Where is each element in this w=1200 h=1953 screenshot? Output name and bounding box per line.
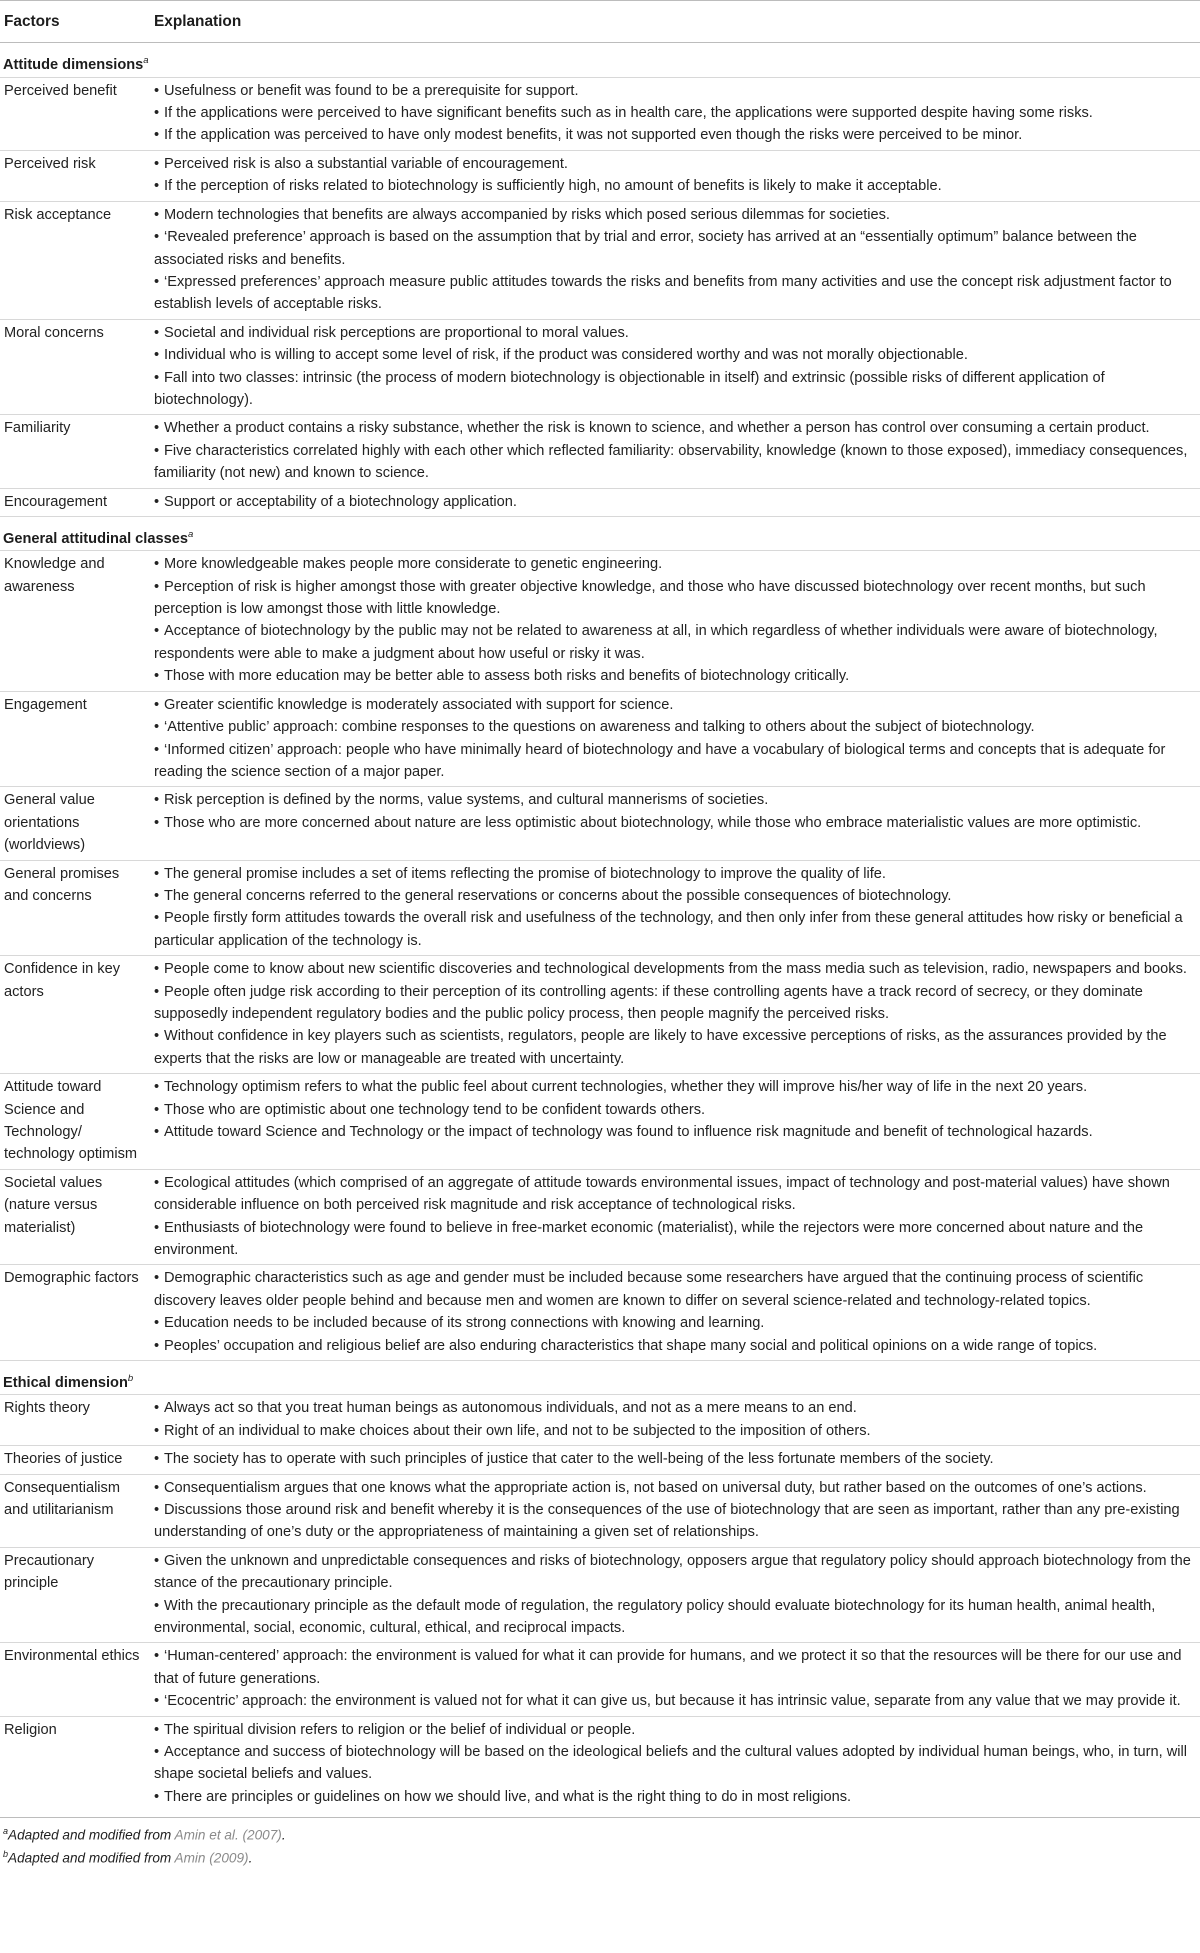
explanation-cell [148, 415, 1200, 488]
explanation-bullet [154, 716, 1198, 738]
bullet-text: Enthusiasts of biotechnology were found to believe in free-market economic (materialist), while the rejectors were more concerned about nature and the environment. [154, 1219, 1144, 1259]
bullet-text: Peoples’ occupation and religious belief are also enduring characteristics that shape many social and political opinions on a wide range of topics. [164, 1337, 1098, 1354]
bullet-dot-icon: • [154, 983, 160, 1000]
bullet-dot-icon: • [154, 1501, 160, 1518]
explanation-cell [148, 319, 1200, 415]
bullet-text: Risk perception is defined by the norms, value systems, and cultural mannerisms of societies. [164, 792, 769, 809]
factor-cell: Moral concerns [0, 319, 148, 415]
footnotes [0, 1817, 1200, 1867]
bullet-dot-icon: • [154, 578, 160, 595]
bullet-text: Given the unknown and unpredictable consequences and risks of biotechnology, opposers argue that regulatory policy should approach biotechnology from the stance of the precautionary principle. [154, 1552, 1191, 1592]
table-row [0, 77, 1200, 150]
footnote-end: . [248, 1850, 253, 1866]
bullet-text: Acceptance of biotechnology by the public may not be related to awareness at all, in which regardless of whether individuals were aware of biotechnology, respondents were able to make a judgment about how useful or risky it was. [154, 623, 1158, 662]
explanation-bullet [154, 417, 1198, 439]
explanation-bullet [154, 1499, 1198, 1544]
bullet-dot-icon: • [154, 1721, 160, 1738]
explanation-bullet [154, 958, 1198, 980]
explanation-cell [148, 1446, 1200, 1474]
section-title: Ethical dimension [3, 1374, 128, 1391]
bullet-text: Greater scientific knowledge is moderately associated with support for science. [164, 696, 674, 713]
explanation-bullet [154, 440, 1198, 485]
bullet-text: If the perception of risks related to biotechnology is sufficiently high, no amount of benefits is likely to make it acceptable. [164, 178, 942, 195]
bullet-dot-icon: • [154, 273, 160, 290]
bullet-dot-icon: • [154, 1028, 160, 1045]
explanation-bullet [154, 863, 1198, 885]
explanation-bullet [154, 1719, 1198, 1741]
explanation-bullet [154, 1121, 1198, 1143]
table-row [0, 1074, 1200, 1170]
table-row [0, 150, 1200, 201]
bullet-dot-icon: • [154, 1337, 160, 1354]
table-row [0, 1547, 1200, 1643]
bullet-text: Support or acceptability of a biotechnology application. [164, 493, 517, 510]
explanation-bullet [154, 1025, 1198, 1070]
table-header [0, 1, 1200, 43]
explanation-bullet [154, 553, 1198, 575]
bullet-dot-icon: • [154, 792, 160, 809]
explanation-cell [148, 150, 1200, 201]
section-header [0, 1361, 1200, 1395]
explanation-bullet [154, 1595, 1198, 1640]
factor-cell: Attitude toward Science and Technology/ technology optimism [0, 1074, 148, 1170]
explanation-cell [148, 1169, 1200, 1265]
factor-cell: Engagement [0, 691, 148, 787]
bullet-dot-icon: • [154, 1597, 160, 1614]
section-title-cell [0, 516, 1200, 550]
explanation-bullet [154, 1786, 1198, 1808]
bullet-text: Societal and individual risk perceptions are proportional to moral values. [164, 324, 629, 341]
footnote-reference-link[interactable]: Amin et al. (2007) [174, 1827, 282, 1843]
bullet-dot-icon: • [154, 442, 160, 459]
bullet-dot-icon: • [154, 623, 160, 640]
factor-cell: Encouragement [0, 488, 148, 516]
table-row [0, 488, 1200, 516]
bullet-text: ‘Expressed preferences’ approach measure public attitudes towards the risks and benefits from many activities and use the concept risk adjustment factor to establish levels of acceptable risks. [154, 273, 1172, 313]
explanation-bullet [154, 620, 1198, 665]
bullet-dot-icon: • [154, 155, 160, 172]
bullet-dot-icon: • [154, 887, 160, 904]
bullet-text: Five characteristics correlated highly with each other which reflected familiarity: observability, knowledge (known to those exposed), immediacy consequences, familiarity (not new) and known to science. [154, 442, 1188, 482]
explanation-bullet [154, 1420, 1198, 1442]
bullet-text: People often judge risk according to their perception of its controlling agents: if these controlling agents have a track record of secrecy, or they dominate supposedly independent regulatory bodies and the public policy process, then people magnify the perceived risks. [154, 983, 1143, 1022]
bullet-text: ‘Revealed preference’ approach is based on the assumption that by trial and error, society has arrived at an “essentially optimum” balance between the associated risks and benefits. [154, 229, 1137, 268]
explanation-bullet [154, 981, 1198, 1026]
factor-cell: General value orientations (worldviews) [0, 787, 148, 860]
explanation-bullet [154, 907, 1198, 952]
table-row [0, 956, 1200, 1074]
bullet-text: Consequentialism argues that one knows what the appropriate action is, not based on universal duty, but rather based on the outcomes of one’s actions. [164, 1479, 1147, 1496]
factor-cell: Demographic factors [0, 1265, 148, 1361]
factor-cell: Confidence in key actors [0, 956, 148, 1074]
bullet-dot-icon: • [154, 105, 160, 122]
explanation-bullet [154, 102, 1198, 124]
bullet-text: The society has to operate with such principles of justice that cater to the well-being of the less fortunate members of the society. [164, 1451, 994, 1468]
explanation-bullet [154, 322, 1198, 344]
table-row [0, 1265, 1200, 1361]
explanation-cell [148, 1074, 1200, 1170]
explanation-bullet [154, 204, 1198, 226]
bullet-text: Modern technologies that benefits are always accompanied by risks which posed serious dilemmas for societies. [164, 206, 890, 223]
bullet-dot-icon: • [154, 420, 160, 437]
bullet-dot-icon: • [154, 961, 160, 978]
table-row [0, 1395, 1200, 1446]
bullet-text: People come to know about new scientific discoveries and technological developments from the mass media such as television, radio, newspapers and books. [164, 961, 1187, 978]
explanation-bullet [154, 885, 1198, 907]
bullet-dot-icon: • [154, 1315, 160, 1332]
factor-cell: General promises and concerns [0, 860, 148, 956]
bullet-text: The general concerns referred to the general reservations or concerns about the possible consequences of biotechnology. [164, 887, 952, 904]
header-factors: Factors [0, 1, 148, 43]
explanation-bullet [154, 1076, 1198, 1098]
factor-cell: Familiarity [0, 415, 148, 488]
explanation-bullet [154, 1645, 1198, 1690]
footnote [3, 1822, 1196, 1845]
bullet-dot-icon: • [154, 1648, 160, 1665]
bullet-text: ‘Ecocentric’ approach: the environment is valued not for what it can give us, but because it has intrinsic value, separate from any value that we may provide it. [164, 1693, 1181, 1710]
bullet-dot-icon: • [154, 324, 160, 341]
table-row [0, 691, 1200, 787]
explanation-bullet [154, 1217, 1198, 1262]
table-row [0, 319, 1200, 415]
explanation-bullet [154, 367, 1198, 412]
bullet-text: Always act so that you treat human beings as autonomous individuals, and not as a mere means to an end. [164, 1400, 857, 1417]
footnote-text: Adapted and modified from [8, 1827, 175, 1843]
explanation-bullet [154, 344, 1198, 366]
explanation-bullet [154, 1335, 1198, 1357]
table-row [0, 1446, 1200, 1474]
bullet-text: There are principles or guidelines on how we should live, and what is the right thing to do in most religions. [164, 1788, 852, 1805]
bullet-text: People firstly form attitudes towards the overall risk and usefulness of the technology, and then only infer from these general attitudes how risky or beneficial a particular application of the technology is. [154, 910, 1183, 949]
bullet-dot-icon: • [154, 206, 160, 223]
explanation-bullet [154, 1741, 1198, 1786]
explanation-bullet [154, 739, 1198, 784]
bullet-text: With the precautionary principle as the default mode of regulation, the regulatory policy should evaluate biotechnology for its human health, animal health, environmental, social, economic, cultural, ethical, and reciprocal impacts. [154, 1597, 1156, 1636]
explanation-bullet [154, 694, 1198, 716]
bullet-text: Technology optimism refers to what the public feel about current technologies, whether they will improve his/her way of life in the next 20 years. [164, 1079, 1088, 1096]
section-note-mark: a [187, 528, 194, 540]
explanation-bullet [154, 491, 1198, 513]
explanation-cell [148, 1643, 1200, 1716]
factor-cell: Knowledge and awareness [0, 551, 148, 691]
bullet-text: Whether a product contains a risky substance, whether the risk is known to science, and whether a person has control over consuming a certain product. [164, 420, 1150, 437]
bullet-text: ‘Human-centered’ approach: the environment is valued for what it can provide for humans, and we protect it so that the resources will be there for our use and that of future generations. [154, 1648, 1182, 1687]
footnote-reference-link[interactable]: Amin (2009) [174, 1850, 249, 1866]
bullet-dot-icon: • [154, 1124, 160, 1140]
bullet-dot-icon: • [154, 865, 160, 882]
bullet-text: Discussions those around risk and benefit whereby it is the consequences of the use of biotechnology that are seen as important, rather than any pre-existing understanding of one’s duty or the appropriateness of maintaining a given set of relationships. [154, 1501, 1180, 1541]
bullet-text: Without confidence in key players such as scientists, regulators, people are likely to have excessive perceptions of risks, as the assurances provided by the experts that the risks are low or manageable are treated with uncertainty. [154, 1028, 1167, 1067]
bullet-dot-icon: • [154, 696, 160, 713]
bullet-text: Education needs to be included because of its strong connections with knowing and learning. [164, 1315, 765, 1332]
bullet-text: Perception of risk is higher amongst those with greater objective knowledge, and those who have discussed biotechnology over recent months, but such perception is low amongst those with little knowledge. [154, 578, 1146, 618]
explanation-bullet [154, 812, 1198, 834]
bullet-dot-icon: • [154, 178, 160, 195]
factor-cell: Perceived risk [0, 150, 148, 201]
bullet-text: Those with more education may be better able to assess both risks and benefits of biotechnology critically. [164, 668, 850, 685]
bullet-text: If the applications were perceived to have significant benefits such as in health care, the applications were supported despite having some risks. [164, 105, 1093, 122]
explanation-cell [148, 1474, 1200, 1547]
explanation-bullet [154, 1312, 1198, 1334]
bullet-text: Perceived risk is also a substantial variable of encouragement. [164, 155, 568, 172]
explanation-bullet [154, 226, 1198, 271]
explanation-cell [148, 551, 1200, 691]
bullet-dot-icon: • [154, 369, 160, 386]
explanation-cell [148, 691, 1200, 787]
bullet-text: Ecological attitudes (which comprised of an aggregate of attitude towards environmental issues, impact of technology and post-material values) have shown considerable influence on both perceived risk magnitude and risk acceptance of technological risks. [154, 1174, 1170, 1214]
bullet-dot-icon: • [154, 1744, 160, 1761]
table-body [0, 43, 1200, 1811]
bullet-dot-icon: • [154, 1479, 160, 1496]
explanation-cell [148, 1395, 1200, 1446]
factor-cell: Theories of justice [0, 1446, 148, 1474]
section-header [0, 516, 1200, 550]
explanation-bullet [154, 124, 1198, 146]
table-row [0, 860, 1200, 956]
section-title-cell [0, 1361, 1200, 1395]
bullet-dot-icon: • [154, 82, 160, 99]
bullet-dot-icon: • [154, 1101, 160, 1118]
explanation-bullet [154, 271, 1198, 316]
explanation-cell [148, 488, 1200, 516]
table-row [0, 1643, 1200, 1716]
footnote-mark: a [3, 1826, 9, 1837]
explanation-bullet [154, 1397, 1198, 1419]
explanation-bullet [154, 1267, 1198, 1312]
bullet-dot-icon: • [154, 556, 160, 573]
bullet-text: ‘Informed citizen’ approach: people who have minimally heard of biotechnology and have a vocabulary of biological terms and concepts that is adequate for reading the science section of a major paper. [154, 741, 1166, 780]
explanation-bullet [154, 1690, 1198, 1712]
bullet-text: More knowledgeable makes people more considerate to genetic engineering. [164, 556, 663, 573]
bullet-text: ‘Attentive public’ approach: combine responses to the questions on awareness and talking to others about the subject of biotechnology. [164, 719, 1035, 736]
bullet-dot-icon: • [154, 1422, 160, 1439]
explanation-cell [148, 787, 1200, 860]
explanation-cell [148, 1716, 1200, 1811]
explanation-bullet [154, 1172, 1198, 1217]
bullet-dot-icon: • [154, 1400, 160, 1417]
bullet-text: Right of an individual to make choices about their own life, and not to be subjected to the imposition of others. [164, 1422, 871, 1439]
bullet-dot-icon: • [154, 1079, 160, 1096]
explanation-bullet [154, 789, 1198, 811]
explanation-bullet [154, 1477, 1198, 1499]
bullet-dot-icon: • [154, 668, 160, 685]
bullet-text: Individual who is willing to accept some level of risk, if the product was considered worthy and was not morally objectionable. [164, 347, 968, 364]
explanation-bullet [154, 665, 1198, 687]
table-row [0, 1716, 1200, 1811]
explanation-cell [148, 201, 1200, 319]
table-row [0, 415, 1200, 488]
bullet-dot-icon: • [154, 1270, 160, 1287]
bullet-dot-icon: • [154, 741, 160, 758]
factor-cell: Environmental ethics [0, 1643, 148, 1716]
bullet-text: Those who are more concerned about nature are less optimistic about biotechnology, while those who embrace materialistic values are more optimistic. [164, 814, 1142, 831]
explanation-bullet [154, 1448, 1198, 1470]
bullet-text: Acceptance and success of biotechnology will be based on the ideological beliefs and the cultural values adopted by individual human beings, who, in turn, will shape societal beliefs and values. [154, 1744, 1188, 1783]
explanation-cell [148, 77, 1200, 150]
bullet-text: Attitude toward Science and Technology or the impact of technology was found to influence risk magnitude and benefit of technological hazards. [164, 1124, 1093, 1140]
explanation-bullet [154, 1099, 1198, 1121]
bullet-dot-icon: • [154, 814, 160, 831]
section-title-cell [0, 43, 1200, 77]
table-row [0, 787, 1200, 860]
explanation-cell [148, 1265, 1200, 1361]
section-header [0, 43, 1200, 77]
table-row [0, 1474, 1200, 1547]
bullet-dot-icon: • [154, 493, 160, 510]
factor-cell: Perceived benefit [0, 77, 148, 150]
bullet-text: Demographic characteristics such as age and gender must be included because some researchers have argued that the continuing process of scientific discovery leaves older people behind and because men and women are known to differ on several science-related and technology-related topics. [154, 1270, 1144, 1309]
table-row [0, 551, 1200, 691]
section-title: Attitude dimensions [3, 57, 144, 74]
bullet-dot-icon: • [154, 1451, 160, 1468]
bullet-dot-icon: • [154, 1693, 160, 1710]
bullet-text: Usefulness or benefit was found to be a prerequisite for support. [164, 82, 579, 99]
bullet-dot-icon: • [154, 1174, 160, 1191]
footnote-text: Adapted and modified from [8, 1850, 175, 1866]
bullet-dot-icon: • [154, 347, 160, 364]
section-title: General attitudinal classes [3, 530, 188, 547]
explanation-bullet [154, 576, 1198, 621]
table-row [0, 201, 1200, 319]
explanation-bullet [154, 1550, 1198, 1595]
bullet-text: The spiritual division refers to religion or the belief of individual or people. [164, 1721, 636, 1738]
section-note-mark: a [143, 55, 149, 67]
bullet-dot-icon: • [154, 1788, 160, 1805]
bullet-text: Those who are optimistic about one technology tend to be confident towards others. [164, 1101, 706, 1118]
header-explanation: Explanation [148, 1, 1200, 43]
explanation-bullet [154, 80, 1198, 102]
footnote-end: . [281, 1827, 286, 1843]
explanation-bullet [154, 175, 1198, 197]
bullet-text: The general promise includes a set of items reflecting the promise of biotechnology to improve the quality of life. [164, 865, 886, 882]
footnote [3, 1845, 1196, 1868]
factor-cell: Precautionary principle [0, 1547, 148, 1643]
bullet-dot-icon: • [154, 229, 160, 246]
bullet-text: Fall into two classes: intrinsic (the process of modern biotechnology is objectionable in itself) and extrinsic (possible risks of different application of biotechnology). [154, 369, 1105, 408]
bullet-text: If the application was perceived to have only modest benefits, it was not supported even though the risks were perceived to be minor. [164, 127, 1023, 144]
section-note-mark: b [127, 1373, 134, 1385]
factor-cell: Consequentialism and utilitarianism [0, 1474, 148, 1547]
factor-cell: Religion [0, 1716, 148, 1811]
footnote-mark: b [3, 1848, 9, 1859]
factor-cell: Risk acceptance [0, 201, 148, 319]
bullet-dot-icon: • [154, 1219, 160, 1236]
bullet-dot-icon: • [154, 1552, 160, 1569]
table-row [0, 1169, 1200, 1265]
bullet-dot-icon: • [154, 719, 160, 736]
explanation-cell [148, 860, 1200, 956]
factor-cell: Rights theory [0, 1395, 148, 1446]
explanation-cell [148, 1547, 1200, 1643]
explanation-cell [148, 956, 1200, 1074]
bullet-dot-icon: • [154, 910, 160, 927]
explanation-bullet [154, 153, 1198, 175]
bullet-dot-icon: • [154, 127, 160, 144]
factor-cell: Societal values (nature versus materialist) [0, 1169, 148, 1265]
